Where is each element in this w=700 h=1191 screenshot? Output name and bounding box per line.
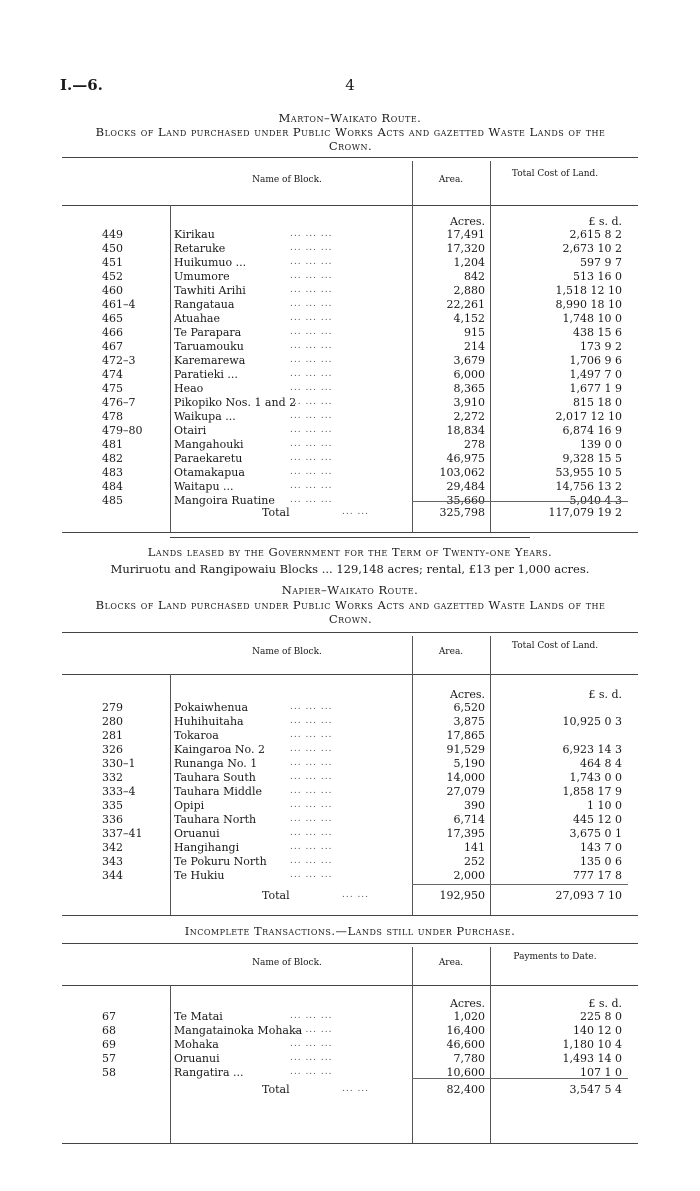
block-name: Umumore [174, 270, 230, 283]
page-reference: I.—6. [60, 76, 103, 94]
total-row [62, 506, 638, 519]
block-name: Rangataua [174, 298, 235, 311]
block-cost: 815 18 0 [573, 396, 622, 409]
table-bottom-rule [62, 532, 638, 533]
block-cost: 135 0 6 [580, 855, 622, 868]
block-name: Te Parapara [174, 326, 242, 339]
block-area: 252 [464, 855, 485, 868]
block-cost: 139 0 0 [580, 438, 622, 451]
block-number: 460 [102, 284, 123, 297]
block-cost: 8,990 18 10 [555, 298, 622, 311]
table-row [62, 382, 638, 395]
table-row [62, 256, 638, 269]
block-cost: 10,925 0 3 [562, 715, 622, 728]
lease-detail: Muriruotu and Rangipowaiu Blocks ... 129,148 acres; rental, £13 per 1,000 acres. [110, 562, 590, 576]
table-row [62, 1010, 638, 1023]
column-header-name: Name of Block. [252, 958, 322, 968]
block-cost: 1,518 12 10 [555, 284, 622, 297]
leader-dots: ... ... ... [290, 299, 333, 309]
block-number: 58 [102, 1066, 116, 1079]
block-area: 214 [464, 340, 485, 353]
block-number: 280 [102, 715, 123, 728]
leader-dots: ... ... ... [290, 1067, 333, 1077]
table-row [62, 1024, 638, 1037]
block-name: Te Hukiu [174, 869, 225, 882]
block-area: 1,204 [453, 256, 485, 269]
marton-route-title: Marton–Waikato Route. [278, 111, 422, 125]
block-name: Kaingaroa No. 2 [174, 743, 265, 756]
block-number: 332 [102, 771, 123, 784]
block-name: Tawhiti Arihi [174, 284, 246, 297]
table-row [62, 771, 638, 784]
block-number: 474 [102, 368, 123, 381]
total-sum-rule [412, 501, 628, 502]
table-row [62, 452, 638, 465]
leader-dots: ... ... ... [290, 786, 333, 796]
block-cost: 1,706 9 6 [569, 354, 622, 367]
block-name: Oruanui [174, 1052, 220, 1065]
area-unit: Acres. [449, 215, 485, 228]
block-name: Atuahae [174, 312, 220, 325]
block-area: 35,660 [446, 494, 485, 507]
block-area: 3,875 [453, 715, 485, 728]
block-number: 472–3 [102, 354, 136, 367]
block-name: Kirikau [174, 228, 215, 241]
block-name: Tauhara South [174, 771, 256, 784]
leader-dots: ... ... [342, 1084, 370, 1094]
total-area: 192,950 [439, 889, 485, 902]
block-number: 57 [102, 1052, 116, 1065]
leader-dots: ... ... ... [290, 870, 333, 880]
block-number: 279 [102, 701, 123, 714]
block-area: 103,062 [439, 466, 485, 479]
leader-dots: ... ... [342, 507, 370, 517]
block-name: Opipi [174, 799, 205, 812]
block-number: 281 [102, 729, 123, 742]
block-cost: 464 8 4 [580, 757, 622, 770]
leader-dots: ... ... ... [290, 1025, 333, 1035]
block-cost: 9,328 15 5 [562, 452, 622, 465]
column-header-cost: Total Cost of Land. [511, 641, 599, 651]
leader-dots: ... ... ... [290, 425, 333, 435]
block-name: Mangahouki [174, 438, 244, 451]
block-number: 451 [102, 256, 123, 269]
table-row [62, 813, 638, 826]
block-area: 29,484 [446, 480, 485, 493]
block-number: 343 [102, 855, 123, 868]
block-name: Te Matai [174, 1010, 223, 1023]
leader-dots: ... ... ... [290, 341, 333, 351]
block-cost: 173 9 2 [580, 340, 622, 353]
block-cost: 597 9 7 [580, 256, 622, 269]
block-number: 452 [102, 270, 123, 283]
leader-dots: ... ... [342, 890, 370, 900]
block-area: 2,880 [453, 284, 485, 297]
leader-dots: ... ... ... [290, 313, 333, 323]
block-cost: 6,923 14 3 [562, 743, 622, 756]
leader-dots: ... ... ... [290, 730, 333, 740]
column-header-cost: Payments to Date. [513, 952, 597, 962]
block-number: 467 [102, 340, 123, 353]
block-area: 18,834 [446, 424, 485, 437]
block-name: Tokaroa [174, 729, 219, 742]
table-row [62, 799, 638, 812]
block-name: Huhihuitaha [174, 715, 244, 728]
column-header-cost: Total Cost of Land. [511, 169, 599, 179]
block-area: 6,000 [453, 368, 485, 381]
leader-dots: ... ... ... [290, 355, 333, 365]
block-name: Taruamouku [174, 340, 244, 353]
table-row [62, 480, 638, 493]
column-header-area: Area. [438, 958, 464, 968]
leader-dots: ... ... ... [290, 744, 333, 754]
leader-dots: ... ... ... [290, 856, 333, 866]
total-cost: 117,079 19 2 [548, 506, 622, 519]
block-cost: 53,955 10 5 [555, 466, 622, 479]
page-header [60, 76, 640, 96]
block-name: Otamakapua [174, 466, 245, 479]
table-row [62, 396, 638, 409]
total-label: Total [262, 506, 290, 519]
leader-dots: ... ... ... [290, 842, 333, 852]
leader-dots: ... ... ... [290, 411, 333, 421]
block-cost: 777 17 8 [573, 869, 622, 882]
block-cost: 1 10 0 [587, 799, 622, 812]
block-name: Paratieki ... [174, 368, 238, 381]
block-number: 461–4 [102, 298, 136, 311]
table-top-rule [62, 632, 638, 633]
block-cost: 1,180 10 4 [562, 1038, 622, 1051]
block-area: 8,365 [453, 382, 485, 395]
block-area: 3,679 [453, 354, 485, 367]
block-number: 68 [102, 1024, 116, 1037]
table-top-rule [62, 943, 638, 944]
table-row [62, 326, 638, 339]
block-area: 842 [464, 270, 485, 283]
table-row [62, 270, 638, 283]
block-name: Rangatira ... [174, 1066, 244, 1079]
block-cost: 225 8 0 [580, 1010, 622, 1023]
block-number: 67 [102, 1010, 116, 1023]
block-cost: 5,040 4 3 [569, 494, 622, 507]
area-unit: Acres. [449, 688, 485, 701]
block-area: 2,000 [453, 869, 485, 882]
block-name: Mangatainoka Mohaka [174, 1024, 303, 1037]
block-number: 466 [102, 326, 123, 339]
units-row [62, 215, 638, 228]
block-number: 450 [102, 242, 123, 255]
block-name: Mangoira Ruatine [174, 494, 275, 507]
block-name: Karemarewa [174, 354, 246, 367]
block-cost: 6,874 16 9 [562, 424, 622, 437]
block-cost: 1,748 10 0 [562, 312, 622, 325]
table-row [62, 757, 638, 770]
total-label: Total [262, 889, 290, 902]
leader-dots: ... ... ... [290, 439, 333, 449]
table-row [62, 841, 638, 854]
leader-dots: ... ... ... [290, 327, 333, 337]
table-row [62, 298, 638, 311]
units-row [62, 997, 638, 1010]
block-number: 483 [102, 466, 123, 479]
total-sum-rule [412, 1078, 628, 1079]
total-row [62, 889, 638, 902]
napier-route-title: Napier–Waikato Route. [281, 583, 419, 597]
leader-dots: ... ... ... [290, 814, 333, 824]
table-row [62, 340, 638, 353]
block-area: 14,000 [446, 771, 485, 784]
block-area: 17,395 [446, 827, 485, 840]
table-bottom-rule [62, 915, 638, 916]
table-row [62, 284, 638, 297]
table-header-rule [62, 985, 638, 986]
table-row [62, 312, 638, 325]
table-row [62, 743, 638, 756]
table-row [62, 785, 638, 798]
table-row [62, 701, 638, 714]
block-cost: 143 7 0 [580, 841, 622, 854]
block-area: 7,780 [453, 1052, 485, 1065]
total-row [62, 1083, 638, 1096]
block-cost: 1,493 14 0 [562, 1052, 622, 1065]
block-area: 27,079 [446, 785, 485, 798]
block-name: Pokaiwhenua [174, 701, 249, 714]
block-number: 337–41 [102, 827, 143, 840]
separator-rule [170, 537, 530, 538]
total-sum-rule [412, 884, 628, 885]
table-top-rule [62, 157, 638, 158]
table-row [62, 354, 638, 367]
block-number: 485 [102, 494, 123, 507]
block-number: 330–1 [102, 757, 136, 770]
table-row [62, 228, 638, 241]
total-cost: 27,093 7 10 [555, 889, 622, 902]
leader-dots: ... ... ... [290, 271, 333, 281]
block-cost: 107 1 0 [580, 1066, 622, 1079]
leader-dots: ... ... ... [290, 285, 333, 295]
block-area: 10,600 [446, 1066, 485, 1079]
block-name: Mohaka [174, 1038, 219, 1051]
table-row [62, 869, 638, 882]
block-area: 16,400 [446, 1024, 485, 1037]
table-row [62, 466, 638, 479]
block-cost: 445 12 0 [573, 813, 622, 826]
units-row [62, 688, 638, 701]
block-cost: 3,675 0 1 [569, 827, 622, 840]
block-number: 479–80 [102, 424, 143, 437]
block-number: 344 [102, 869, 123, 882]
block-number: 333–4 [102, 785, 136, 798]
total-cost: 3,547 5 4 [569, 1083, 622, 1096]
incomplete-title: Incomplete Transactions.—Lands still under Purchase. [184, 924, 516, 938]
block-number: 326 [102, 743, 123, 756]
block-area: 22,261 [446, 298, 485, 311]
block-area: 3,910 [453, 396, 485, 409]
table-header-rule [62, 674, 638, 675]
leader-dots: ... ... ... [290, 257, 333, 267]
block-number: 449 [102, 228, 123, 241]
block-cost: 140 12 0 [573, 1024, 622, 1037]
column-header-name: Name of Block. [252, 175, 322, 185]
block-name: Heao [174, 382, 204, 395]
leader-dots: ... ... ... [290, 800, 333, 810]
block-number: 481 [102, 438, 123, 451]
block-area: 91,529 [446, 743, 485, 756]
table-header-rule [62, 205, 638, 206]
block-area: 278 [464, 438, 485, 451]
lease-title: Lands leased by the Government for the Term of Twenty-one Years. [147, 545, 553, 559]
block-number: 335 [102, 799, 123, 812]
leader-dots: ... ... ... [290, 702, 333, 712]
block-name: Waitapu ... [174, 480, 234, 493]
leader-dots: ... ... ... [290, 1011, 333, 1021]
block-area: 6,714 [453, 813, 485, 826]
block-area: 17,865 [446, 729, 485, 742]
block-area: 6,520 [453, 701, 485, 714]
table-row [62, 438, 638, 451]
block-name: Pikopiko Nos. 1 and 2 [174, 396, 297, 409]
block-cost: 513 16 0 [573, 270, 622, 283]
table-row [62, 242, 638, 255]
leader-dots: ... ... ... [290, 1053, 333, 1063]
block-area: 17,491 [446, 228, 485, 241]
table-row [62, 715, 638, 728]
napier-section-title: Blocks of Land purchased under Public Works Acts and gazetted Waste Lands of the Crown. [95, 598, 606, 626]
block-name: Retaruke [174, 242, 226, 255]
block-number: 482 [102, 452, 123, 465]
table-bottom-rule [62, 1143, 638, 1144]
leader-dots: ... ... ... [290, 453, 333, 463]
cost-unit: £ s. d. [588, 688, 622, 701]
block-area: 5,190 [453, 757, 485, 770]
table-row [62, 1038, 638, 1051]
block-cost: 1,743 0 0 [569, 771, 622, 784]
area-unit: Acres. [449, 997, 485, 1010]
column-header-name: Name of Block. [252, 647, 322, 657]
leader-dots: ... ... ... [290, 369, 333, 379]
leader-dots: ... ... ... [290, 481, 333, 491]
block-number: 342 [102, 841, 123, 854]
table-row [62, 827, 638, 840]
block-area: 390 [464, 799, 485, 812]
block-area: 46,600 [446, 1038, 485, 1051]
block-name: Tauhara Middle [174, 785, 262, 798]
page-number: 4 [345, 76, 355, 94]
block-number: 476–7 [102, 396, 136, 409]
block-area: 17,320 [446, 242, 485, 255]
leader-dots: ... ... ... [290, 383, 333, 393]
block-name: Waikupa ... [174, 410, 236, 423]
block-cost: 1,858 17 9 [562, 785, 622, 798]
table-row [62, 729, 638, 742]
block-name: Hangihangi [174, 841, 240, 854]
table-row [62, 855, 638, 868]
incomplete-table [62, 943, 638, 1143]
block-area: 46,975 [446, 452, 485, 465]
leader-dots: ... ... ... [290, 229, 333, 239]
block-number: 69 [102, 1038, 116, 1051]
block-area: 1,020 [453, 1010, 485, 1023]
total-label: Total [262, 1083, 290, 1096]
block-area: 141 [464, 841, 485, 854]
total-area: 325,798 [439, 506, 485, 519]
cost-unit: £ s. d. [588, 215, 622, 228]
block-area: 2,272 [453, 410, 485, 423]
leader-dots: ... ... ... [290, 716, 333, 726]
table-row [62, 424, 638, 437]
block-name: Oruanui [174, 827, 220, 840]
block-number: 336 [102, 813, 123, 826]
block-name: Paraekaretu [174, 452, 243, 465]
block-number: 475 [102, 382, 123, 395]
block-cost: 2,017 12 10 [555, 410, 622, 423]
table-row [62, 368, 638, 381]
marton-section-title: Blocks of Land purchased under Public Works Acts and gazetted Waste Lands of the Crown. [95, 125, 606, 153]
block-name: Tauhara North [174, 813, 257, 826]
block-cost: 1,497 7 0 [569, 368, 622, 381]
block-cost: 2,615 8 2 [569, 228, 622, 241]
cost-unit: £ s. d. [588, 997, 622, 1010]
block-cost: 1,677 1 9 [569, 382, 622, 395]
napier-blocks-table [62, 632, 638, 915]
table-row [62, 410, 638, 423]
block-number: 484 [102, 480, 123, 493]
leader-dots: ... ... ... [290, 1039, 333, 1049]
leader-dots: ... ... ... [290, 495, 333, 505]
block-name: Te Pokuru North [174, 855, 267, 868]
leader-dots: ... ... ... [290, 243, 333, 253]
block-name: Runanga No. 1 [174, 757, 258, 770]
column-header-area: Area. [438, 647, 464, 657]
block-cost: 438 15 6 [573, 326, 622, 339]
leader-dots: ... ... ... [290, 397, 333, 407]
table-row [62, 1052, 638, 1065]
block-number: 478 [102, 410, 123, 423]
block-name: Huikumuo ... [174, 256, 247, 269]
block-cost: 2,673 10 2 [562, 242, 622, 255]
leader-dots: ... ... ... [290, 828, 333, 838]
block-area: 915 [464, 326, 485, 339]
column-header-area: Area. [438, 175, 464, 185]
block-number: 465 [102, 312, 123, 325]
leader-dots: ... ... ... [290, 758, 333, 768]
total-area: 82,400 [446, 1083, 485, 1096]
block-cost: 14,756 13 2 [555, 480, 622, 493]
leader-dots: ... ... ... [290, 467, 333, 477]
block-area: 4,152 [453, 312, 485, 325]
leader-dots: ... ... ... [290, 772, 333, 782]
marton-blocks-table [62, 157, 638, 532]
block-name: Otairi [174, 424, 207, 437]
